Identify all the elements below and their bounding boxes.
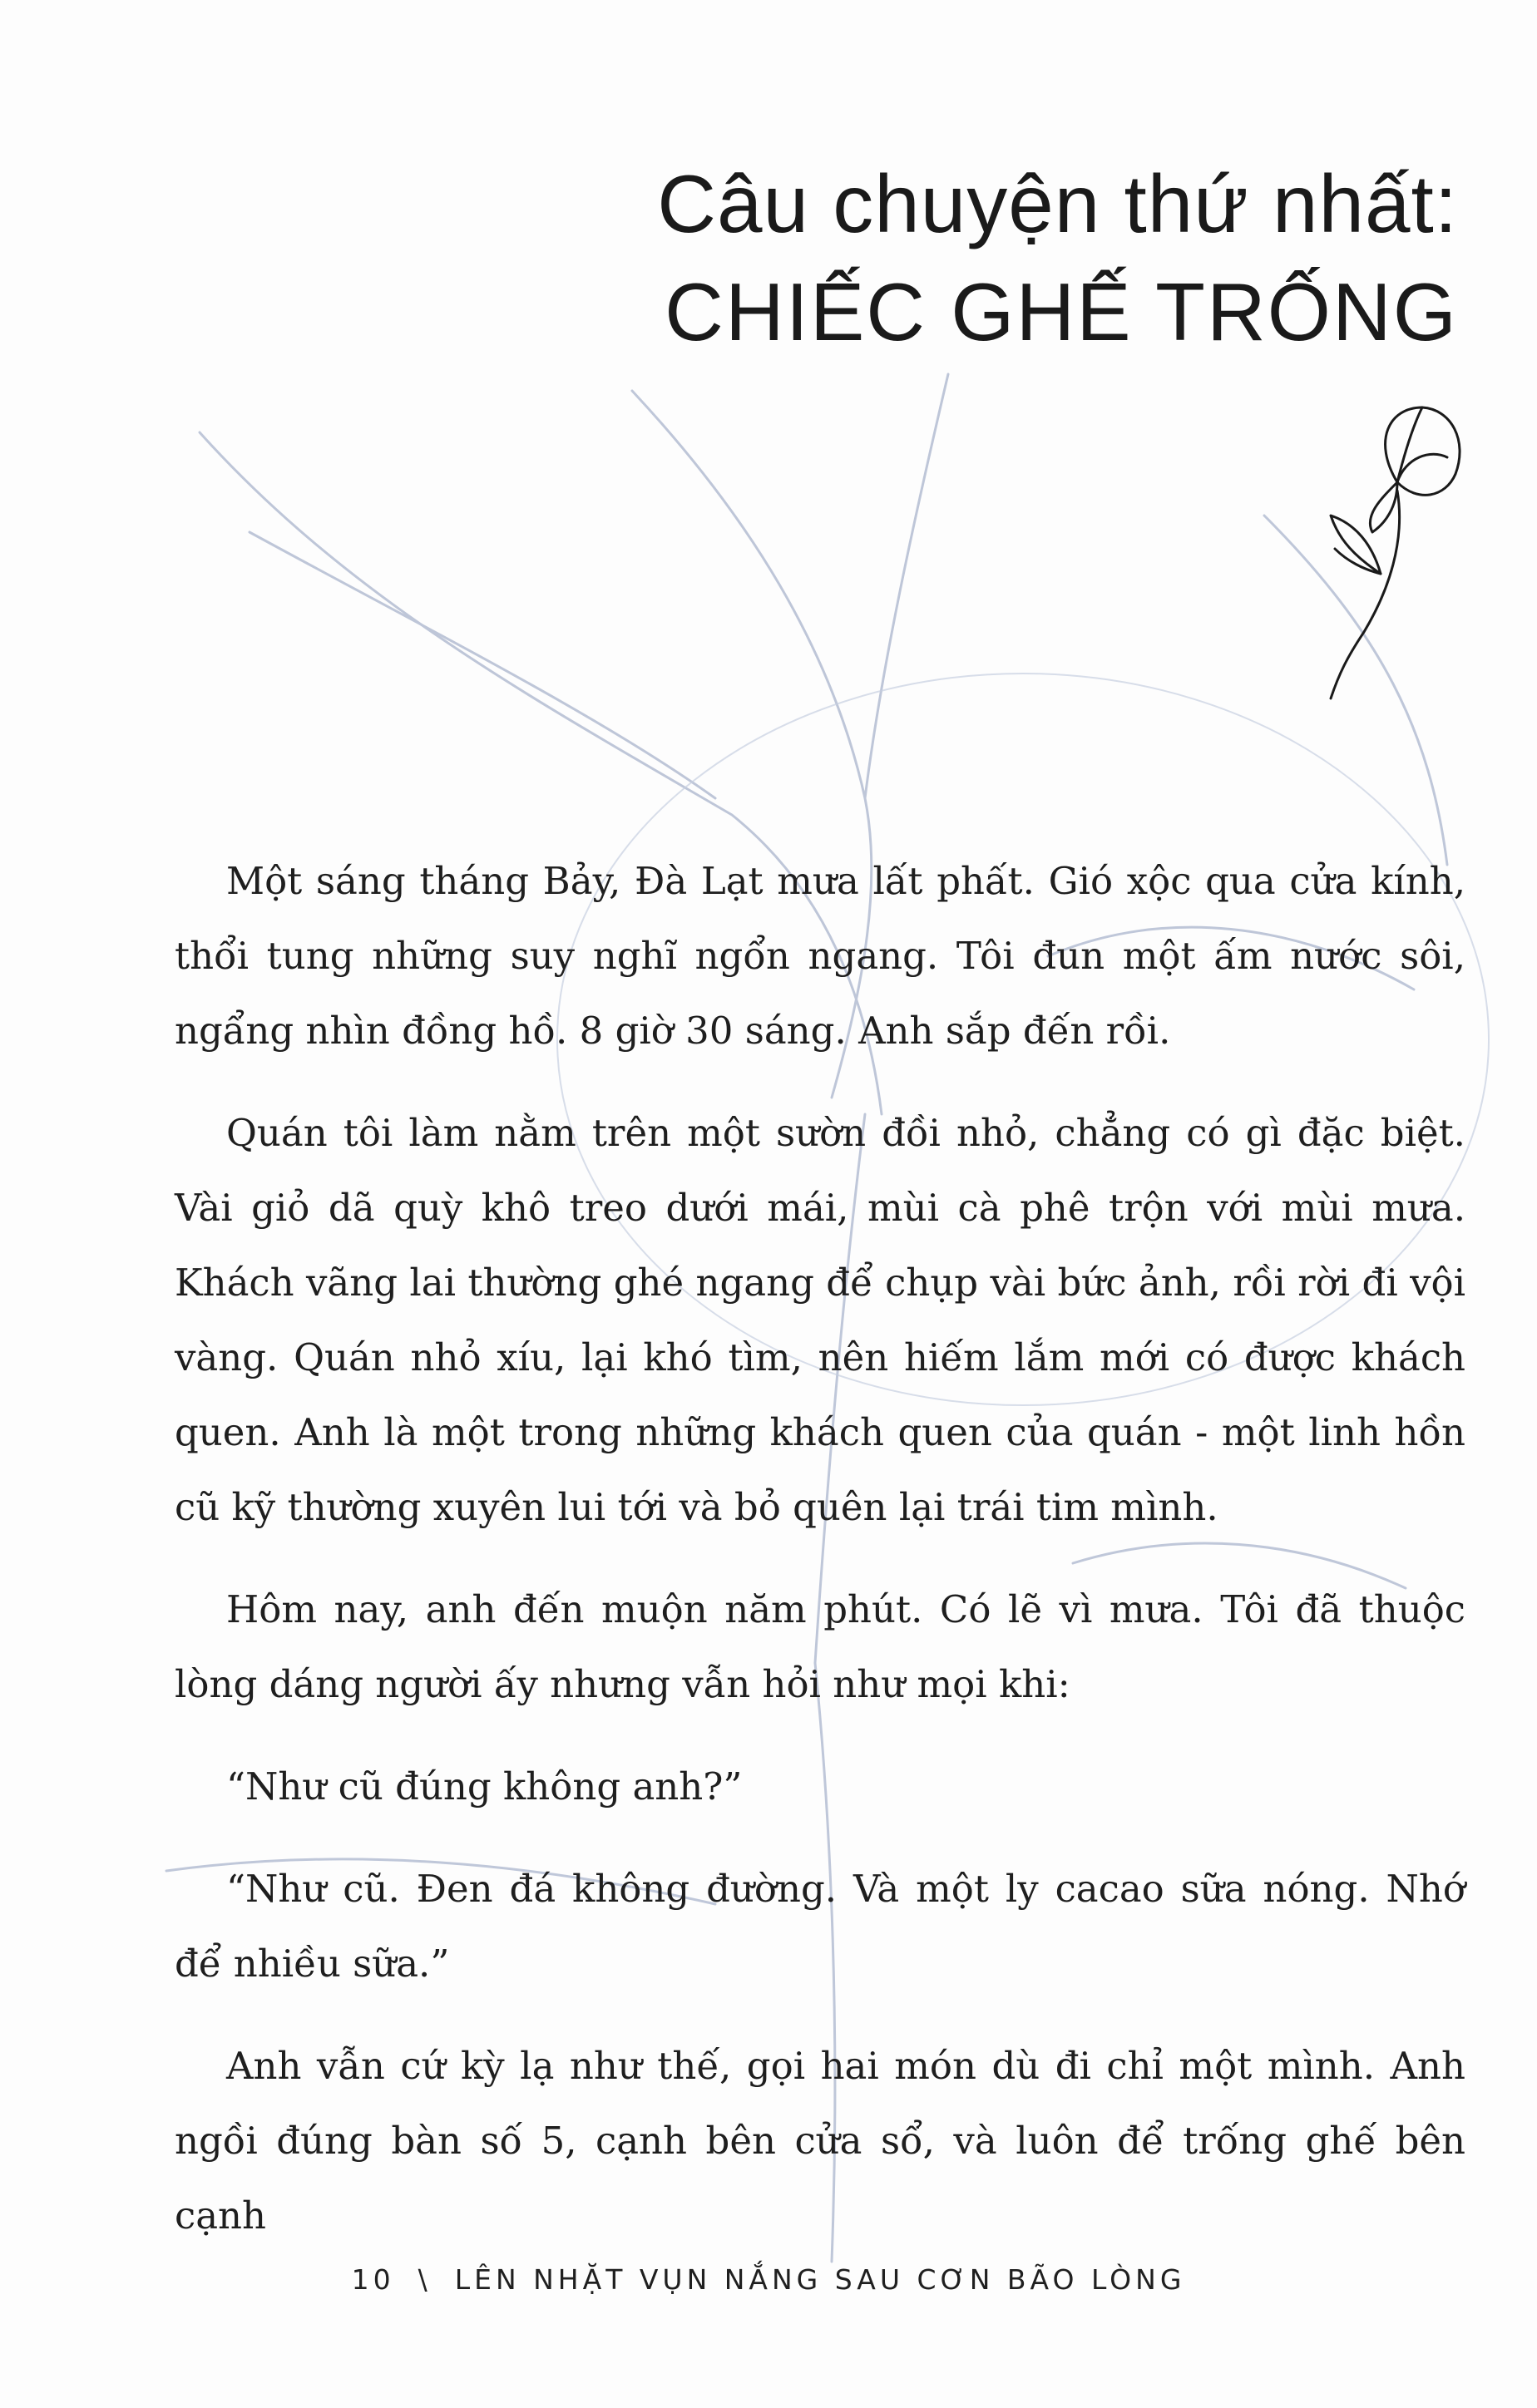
- paragraph: “Như cũ. Đen đá không đường. Và một ly cacao sữa nóng. Nhớ để nhiều sữa.”: [175, 1867, 1465, 1986]
- book-title: LÊN NHẶT VỤN NẮNG SAU CƠN BÃO LÒNG: [454, 2263, 1186, 2296]
- paragraph: Quán tôi làm nằm trên một sườn đồi nhỏ, chẳng có gì đặc biệt. Vài giỏ dã quỳ khô treo dưới mái, mùi cà phê trộn với mùi mưa. Khách vãng lai thường ghé ngang để chụp vài bức ảnh, rồi rời đi vội vàng. Quán nhỏ xíu, lại khó tìm, nên hiếm lắm mới có được khách quen. Anh là một trong những khách quen của quán - một linh hồn cũ kỹ thường xuyên lui tới và bỏ quên lại trái tim mình.: [175, 1111, 1465, 1529]
- paragraph: Anh vẫn cứ kỳ lạ như thế, gọi hai món dù đi chỉ một mình. Anh ngồi đúng bàn số 5, cạnh bên cửa sổ, và luôn để trống ghế bên cạnh: [175, 2044, 1465, 2238]
- chapter-title-line2: CHIẾC GHẾ TRỐNG: [665, 266, 1458, 358]
- flower-sketch-icon: [1281, 391, 1480, 707]
- chapter-body: [175, 844, 1465, 2253]
- page-number: 10: [351, 2263, 395, 2296]
- page-footer: [0, 2263, 1537, 2296]
- footer-separator: \: [418, 2263, 432, 2296]
- paragraph: Một sáng tháng Bảy, Đà Lạt mưa lất phất. Gió xộc qua cửa kính, thổi tung những suy nghĩ ngổn ngang. Tôi đun một ấm nước sôi, ngẩng nhìn đồng hồ. 8 giờ 30 sáng. Anh sắp đến rồi.: [175, 859, 1465, 1053]
- paragraph: “Như cũ đúng không anh?”: [226, 1764, 743, 1808]
- chapter-title-line1: Câu chuyện thứ nhất:: [657, 158, 1458, 249]
- paragraph: Hôm nay, anh đến muộn năm phút. Có lẽ vì mưa. Tôi đã thuộc lòng dáng người ấy nhưng vẫn hỏi như mọi khi:: [175, 1587, 1465, 1706]
- chapter-title: [657, 150, 1458, 366]
